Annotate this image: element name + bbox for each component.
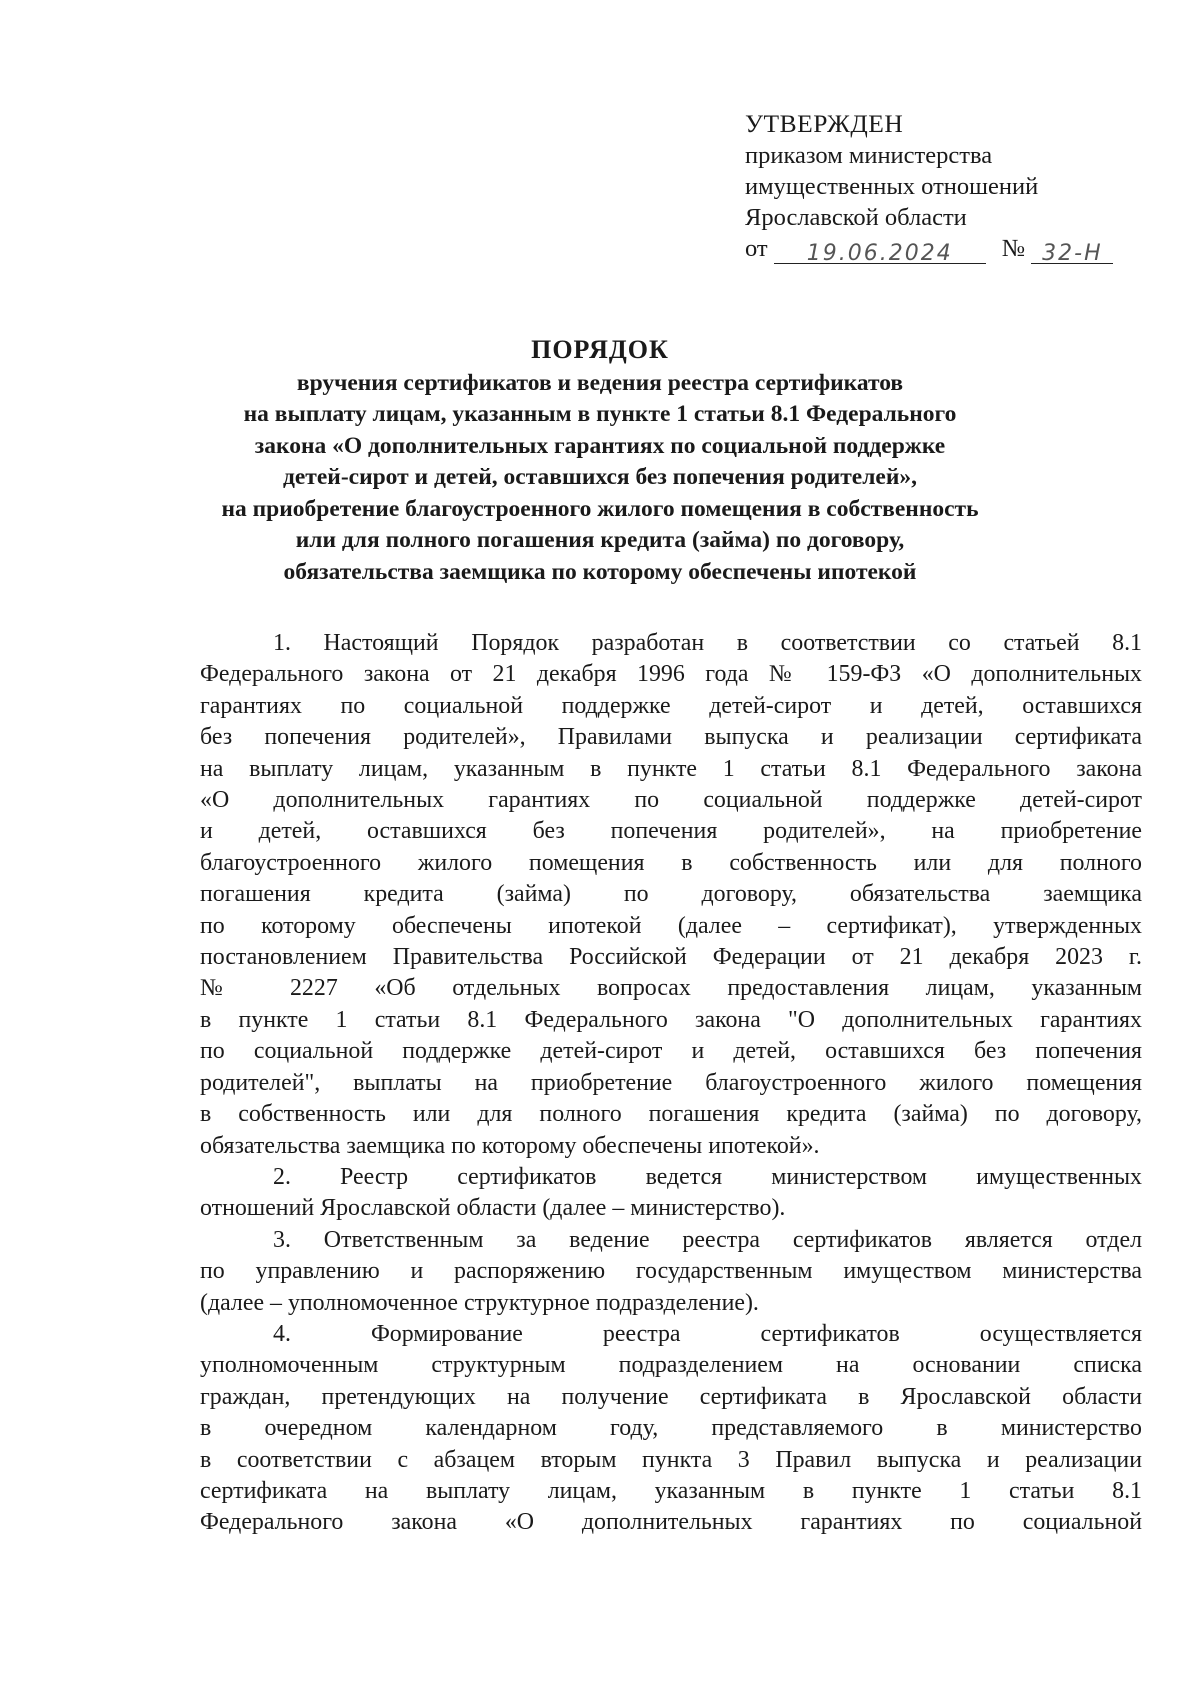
text-line: без попечения родителей», Правилами выпуска и реализации сертификата xyxy=(200,724,1142,751)
title-line: вручения сертификатов и ведения реестра сертификатов xyxy=(296,369,904,396)
text-line: 3. Ответственным за ведение реестра сертификатов является отдел xyxy=(273,1226,1142,1253)
number-prefix: № xyxy=(1001,235,1026,262)
text-line: граждан, претендующих на получение сертификата в Ярославской области xyxy=(200,1383,1142,1410)
text-line: Федерального закона «О дополнительных гарантиях по социальной xyxy=(200,1509,1142,1536)
text-line: сертификата на выплату лицам, указанным в пункте 1 статьи 8.1 xyxy=(200,1477,1142,1504)
text-line: в очередном календарном году, представляемого в министерство xyxy=(200,1415,1142,1442)
title-line: детей-сирот и детей, оставшихся без попечения родителей», xyxy=(282,464,918,490)
text-line: обязательства заемщика по которому обеспечены ипотекой». xyxy=(200,1132,820,1159)
text-line: родителей", выплаты на приобретение благоустроенного жилого помещения xyxy=(200,1069,1142,1096)
text-line: по управлению и распоряжению государственным имуществом министерства xyxy=(200,1258,1142,1285)
text-line: (далее – уполномоченное структурное подразделение). xyxy=(200,1289,759,1316)
text-line: в пункте 1 статьи 8.1 Федерального закона "О дополнительных гарантиях xyxy=(200,1006,1142,1033)
text-line: по которому обеспечены ипотекой (далее – сертификат), утвержденных xyxy=(200,912,1142,939)
approval-line: имущественных отношений xyxy=(745,173,1039,200)
title-line: обязательства заемщика по которому обеспечены ипотекой xyxy=(283,558,917,585)
text-line: на выплату лицам, указанным в пункте 1 статьи 8.1 Федерального закона xyxy=(200,755,1142,782)
approval-line: Ярославской области xyxy=(745,204,967,231)
text-line: благоустроенного жилого помещения в собственность или для полного xyxy=(200,849,1142,876)
text-line: 2. Реестр сертификатов ведется министерством имущественных xyxy=(273,1163,1142,1190)
paragraph-2 xyxy=(200,1162,1142,1225)
approval-date-line xyxy=(745,233,1165,264)
text-line: 1. Настоящий Порядок разработан в соответствии со статьей 8.1 xyxy=(273,630,1142,656)
document-body xyxy=(200,628,1142,1539)
number-field xyxy=(1031,237,1113,264)
text-line: и детей, оставшихся без попечения родителей», на приобретение xyxy=(200,818,1142,845)
text-line: «О дополнительных гарантиях по социальной поддержке детей-сирот xyxy=(200,787,1142,814)
text-line: гарантиях по социальной поддержке детей-сирот и детей, оставшихся xyxy=(200,692,1142,719)
approval-block xyxy=(745,108,1165,264)
title-main: ПОРЯДОК xyxy=(531,335,669,364)
title-line: закона «О дополнительных гарантиях по социальной поддержке xyxy=(254,432,946,459)
handwritten-date: 19.06.2024 xyxy=(806,241,953,266)
paragraph-4 xyxy=(200,1319,1142,1539)
text-line: постановлением Правительства Российской Федерации от 21 декабря 2023 г. xyxy=(200,944,1142,971)
text-line: Федерального закона от 21 декабря 1996 года № 159-ФЗ «О дополнительных xyxy=(200,661,1142,688)
approval-line: приказом министерства xyxy=(745,142,993,169)
text-line: погашения кредита (займа) по договору, обязательства заемщика xyxy=(200,881,1142,908)
title-line: или для полного погашения кредита (займа) по договору, xyxy=(295,527,905,553)
title-line: на выплату лицам, указанным в пункте 1 статьи 8.1 Федерального xyxy=(243,401,957,427)
paragraph-3 xyxy=(200,1225,1142,1319)
handwritten-number: 32-Н xyxy=(1042,241,1103,266)
paragraph-1 xyxy=(200,628,1142,1162)
text-line: 4. Формирование реестра сертификатов осуществляется xyxy=(273,1320,1142,1347)
text-line: в соответствии с абзацем вторым пункта 3 Правил выпуска и реализации xyxy=(200,1446,1142,1473)
text-line: уполномоченным структурным подразделением на основании списка xyxy=(200,1352,1142,1379)
title-line: на приобретение благоустроенного жилого помещения в собственность xyxy=(221,495,979,522)
date-field xyxy=(774,237,986,264)
date-prefix: от xyxy=(745,235,768,262)
document-title xyxy=(150,334,1050,588)
text-line: в собственность или для полного погашения кредита (займа) по договору, xyxy=(200,1101,1142,1128)
text-line: отношений Ярославской области (далее – министерство). xyxy=(200,1195,786,1222)
approval-heading: УТВЕРЖДЕН xyxy=(745,109,904,138)
text-line: № 2227 «Об отдельных вопросах предоставления лицам, указанным xyxy=(200,975,1142,1002)
text-line: по социальной поддержке детей-сирот и детей, оставшихся без попечения xyxy=(200,1038,1142,1065)
